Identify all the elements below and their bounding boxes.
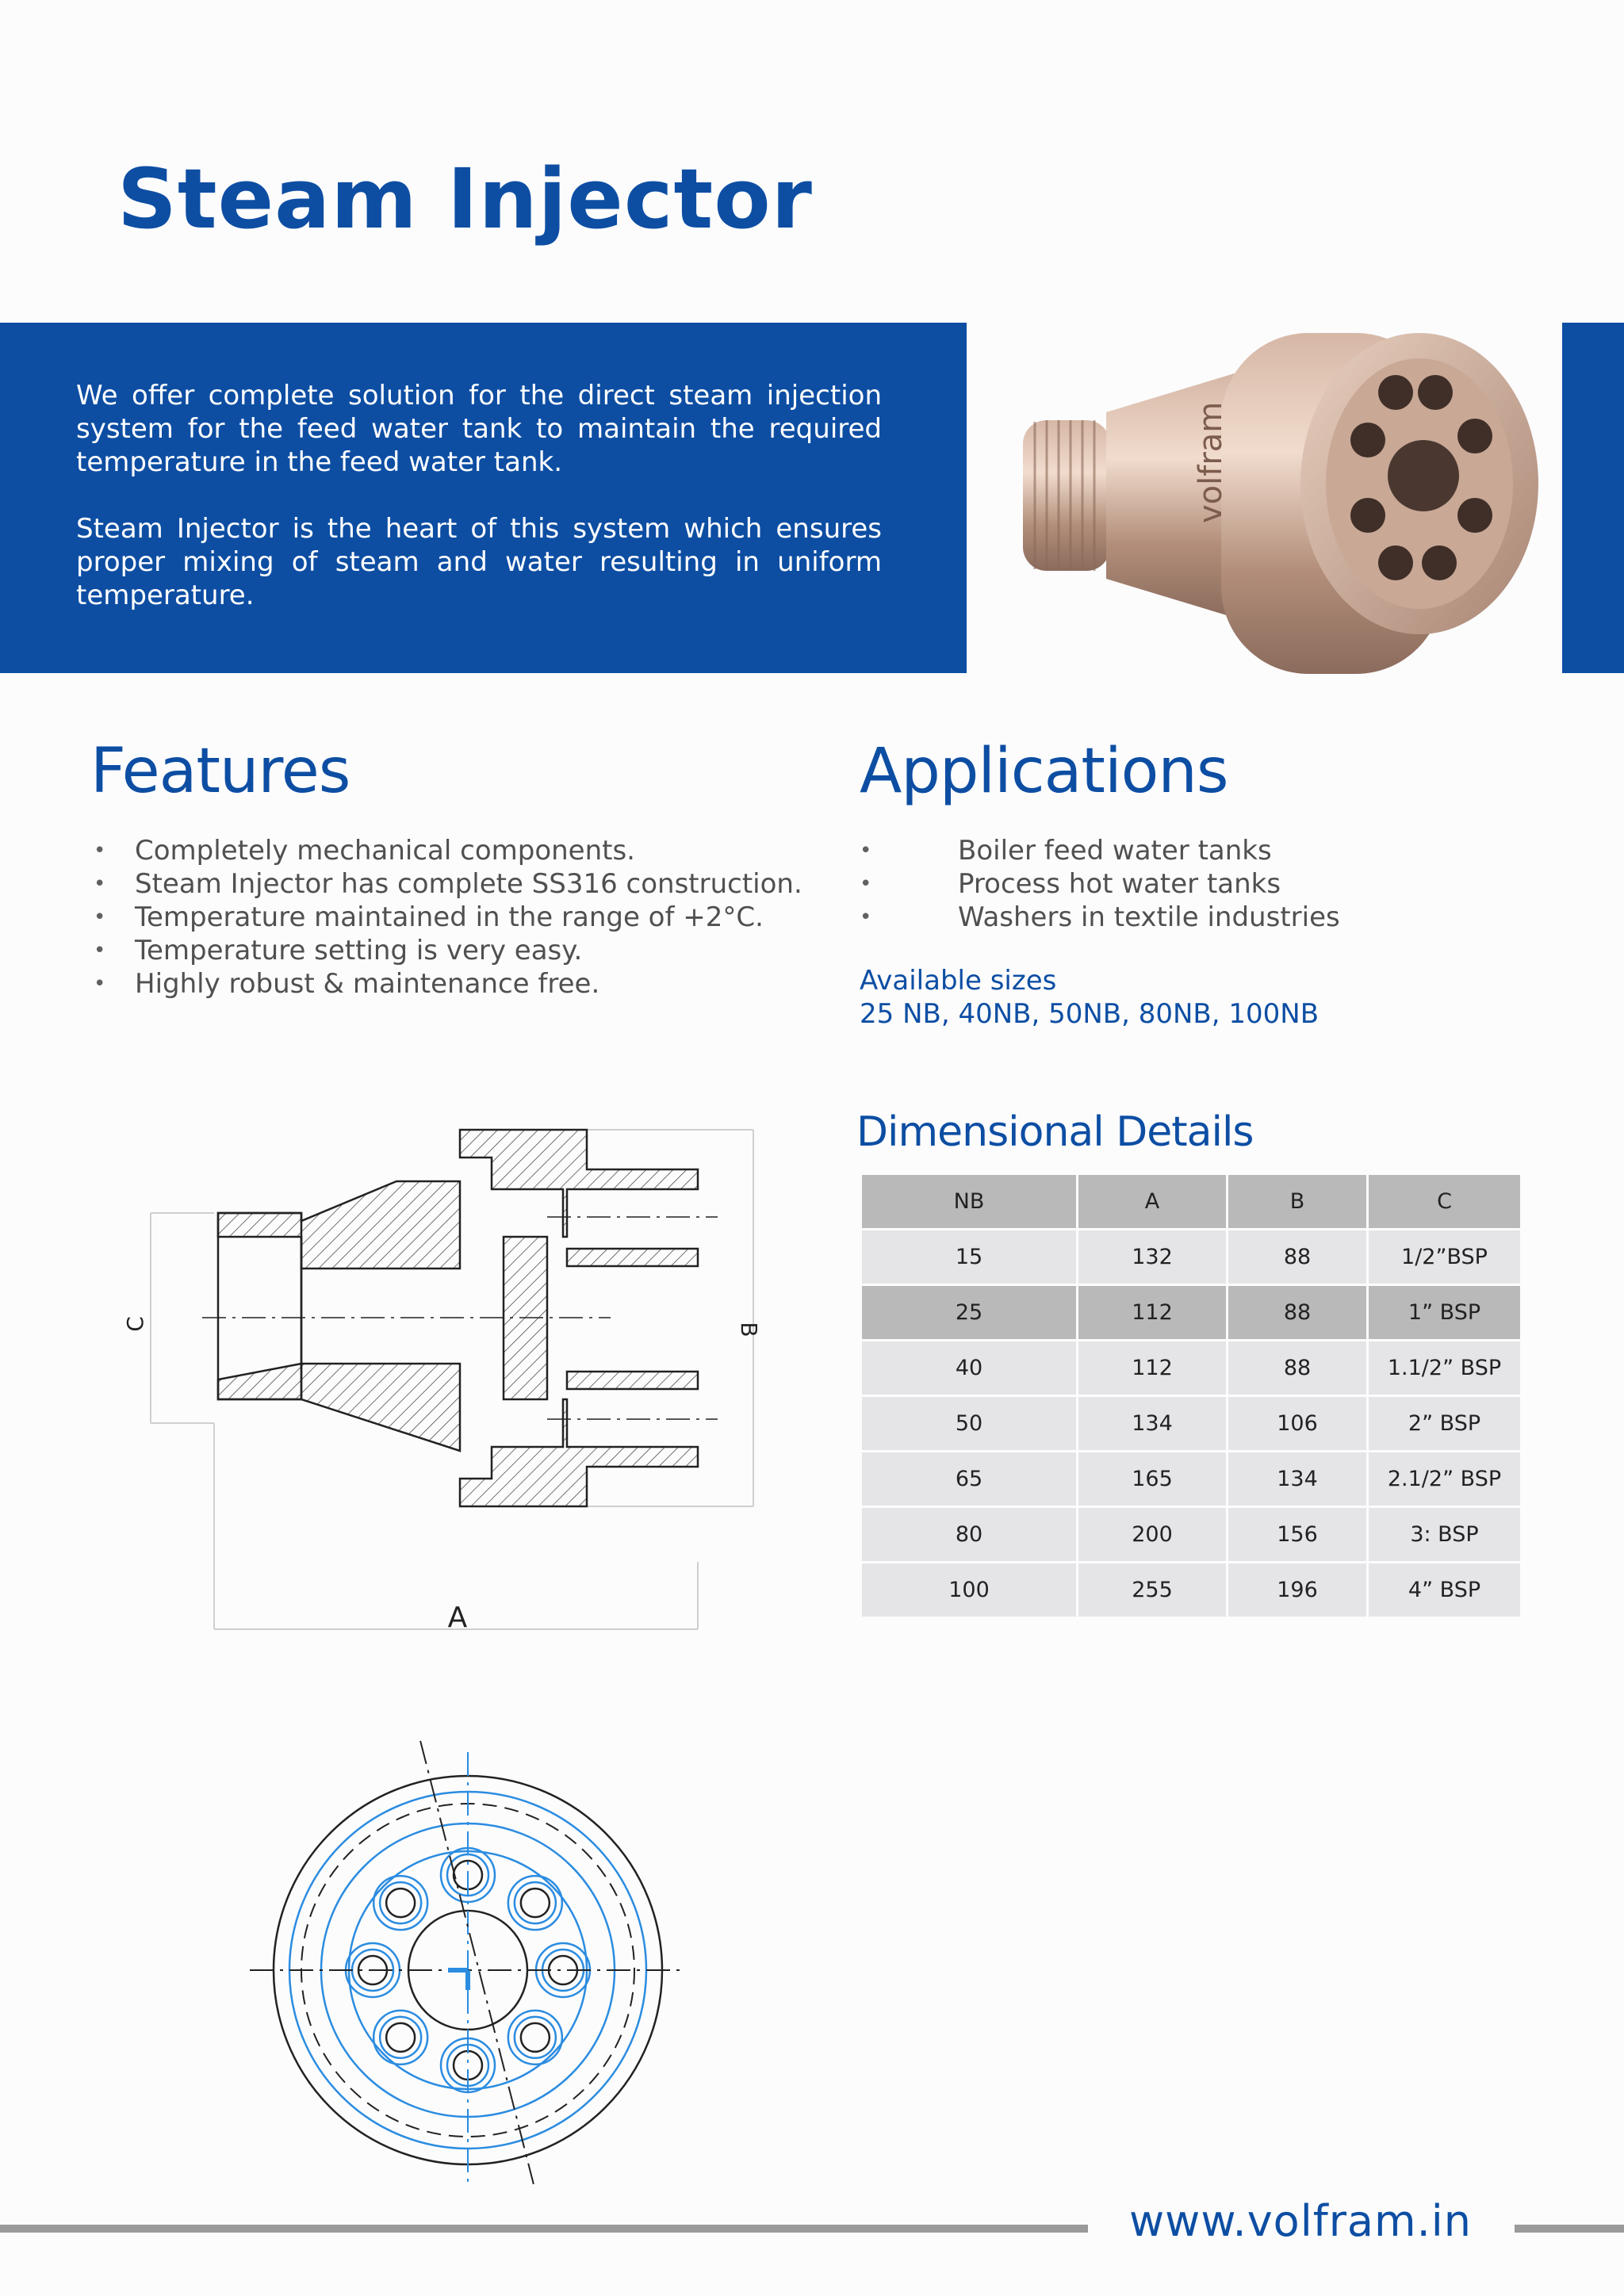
table-cell: 1” BSP [1369,1286,1520,1339]
port-hole [386,2023,415,2052]
table-cell: 255 [1078,1563,1226,1617]
table-row [862,1397,1520,1450]
port-hole [386,1888,415,1917]
applications-heading: Applications [860,736,1228,807]
table-cell: 65 [862,1452,1076,1506]
page-title: Steam Injector [117,151,813,247]
table-cell: 88 [1228,1230,1366,1284]
website-link[interactable]: www.volfram.in [1129,2196,1472,2246]
sizes-value: 25 NB, 40NB, 50NB, 80NB, 100NB [860,998,1320,1030]
table-cell: 1/2”BSP [1369,1230,1520,1284]
list-item: • Washers in textile industries [860,901,1573,934]
table-cell: 134 [1078,1397,1226,1450]
table-row [862,1230,1520,1284]
port-hole [373,1876,427,1930]
table-cell: 88 [1228,1341,1366,1395]
table-cell: 156 [1228,1508,1366,1561]
features-list [94,834,807,1001]
table-cell: 25 [862,1286,1076,1339]
table-cell: 112 [1078,1286,1226,1339]
table-cell: 40 [862,1341,1076,1395]
table-cell: 2.1/2” BSP [1369,1452,1520,1506]
list-item: • Temperature setting is very easy. [94,934,807,967]
features-heading: Features [90,736,350,807]
table-cell: 88 [1228,1286,1366,1339]
column-header: B [1228,1175,1366,1228]
table-cell: 196 [1228,1563,1366,1617]
port-hole [521,2023,550,2052]
column-header: NB [862,1175,1076,1228]
table-cell: 165 [1078,1452,1226,1506]
dimension-label-c: C [122,1316,148,1332]
table-row [862,1341,1520,1395]
intro-paragraph-1: We offer complete solution for the direct steam injection system for the feed water tank to maintain the required temperature in the feed water tank. [76,380,882,478]
dimensions-heading: Dimensional Details [856,1108,1254,1156]
list-item: • Steam Injector has complete SS316 construction. [94,867,807,901]
sizes-label: Available sizes [860,965,1057,997]
port-hole [508,1876,562,1930]
table-row [862,1563,1520,1617]
table-cell: 15 [862,1230,1076,1284]
table-header-row [862,1175,1520,1228]
product-image [1007,317,1546,682]
list-item: • Temperature maintained in the range of +2°C. [94,901,807,934]
intro-paragraph-2: Steam Injector is the heart of this system which ensures proper mixing of steam and water resulting in uniform temperature. [76,513,882,611]
table-row [862,1286,1520,1339]
table-cell: 2” BSP [1369,1397,1520,1450]
table-cell: 80 [862,1508,1076,1561]
list-item: • Highly robust & maintenance free. [94,967,807,1001]
section-drawing [119,1118,769,1641]
table-row [862,1508,1520,1561]
list-item: • Process hot water tanks [860,867,1573,901]
table-cell: 50 [862,1397,1076,1450]
dimension-label-a: A [447,1601,468,1634]
table-cell: 112 [1078,1341,1226,1395]
column-header: C [1369,1175,1520,1228]
footer-divider [0,2225,1088,2233]
table-cell: 100 [862,1563,1076,1617]
table-row [862,1452,1520,1506]
list-item: • Completely mechanical components. [94,834,807,867]
banner-accent [1562,323,1624,673]
footer-divider [1515,2225,1624,2233]
port-hole [508,2011,562,2064]
table-cell: 200 [1078,1508,1226,1561]
table-cell: 3: BSP [1369,1508,1520,1561]
table-cell: 1.1/2” BSP [1369,1341,1520,1395]
table-cell: 4” BSP [1369,1563,1520,1617]
port-hole [373,2011,427,2064]
applications-list [860,834,1573,934]
table-cell: 134 [1228,1452,1366,1506]
column-header: A [1078,1175,1226,1228]
dimension-label-b: B [736,1322,762,1337]
dimensions-table [860,1173,1522,1619]
front-view-drawing [246,1740,698,2200]
list-item: • Boiler feed water tanks [860,834,1573,867]
table-cell: 106 [1228,1397,1366,1450]
intro-banner [0,323,967,673]
table-cell: 132 [1078,1230,1226,1284]
product-logo: volfram [1193,401,1229,523]
port-hole [521,1888,550,1917]
